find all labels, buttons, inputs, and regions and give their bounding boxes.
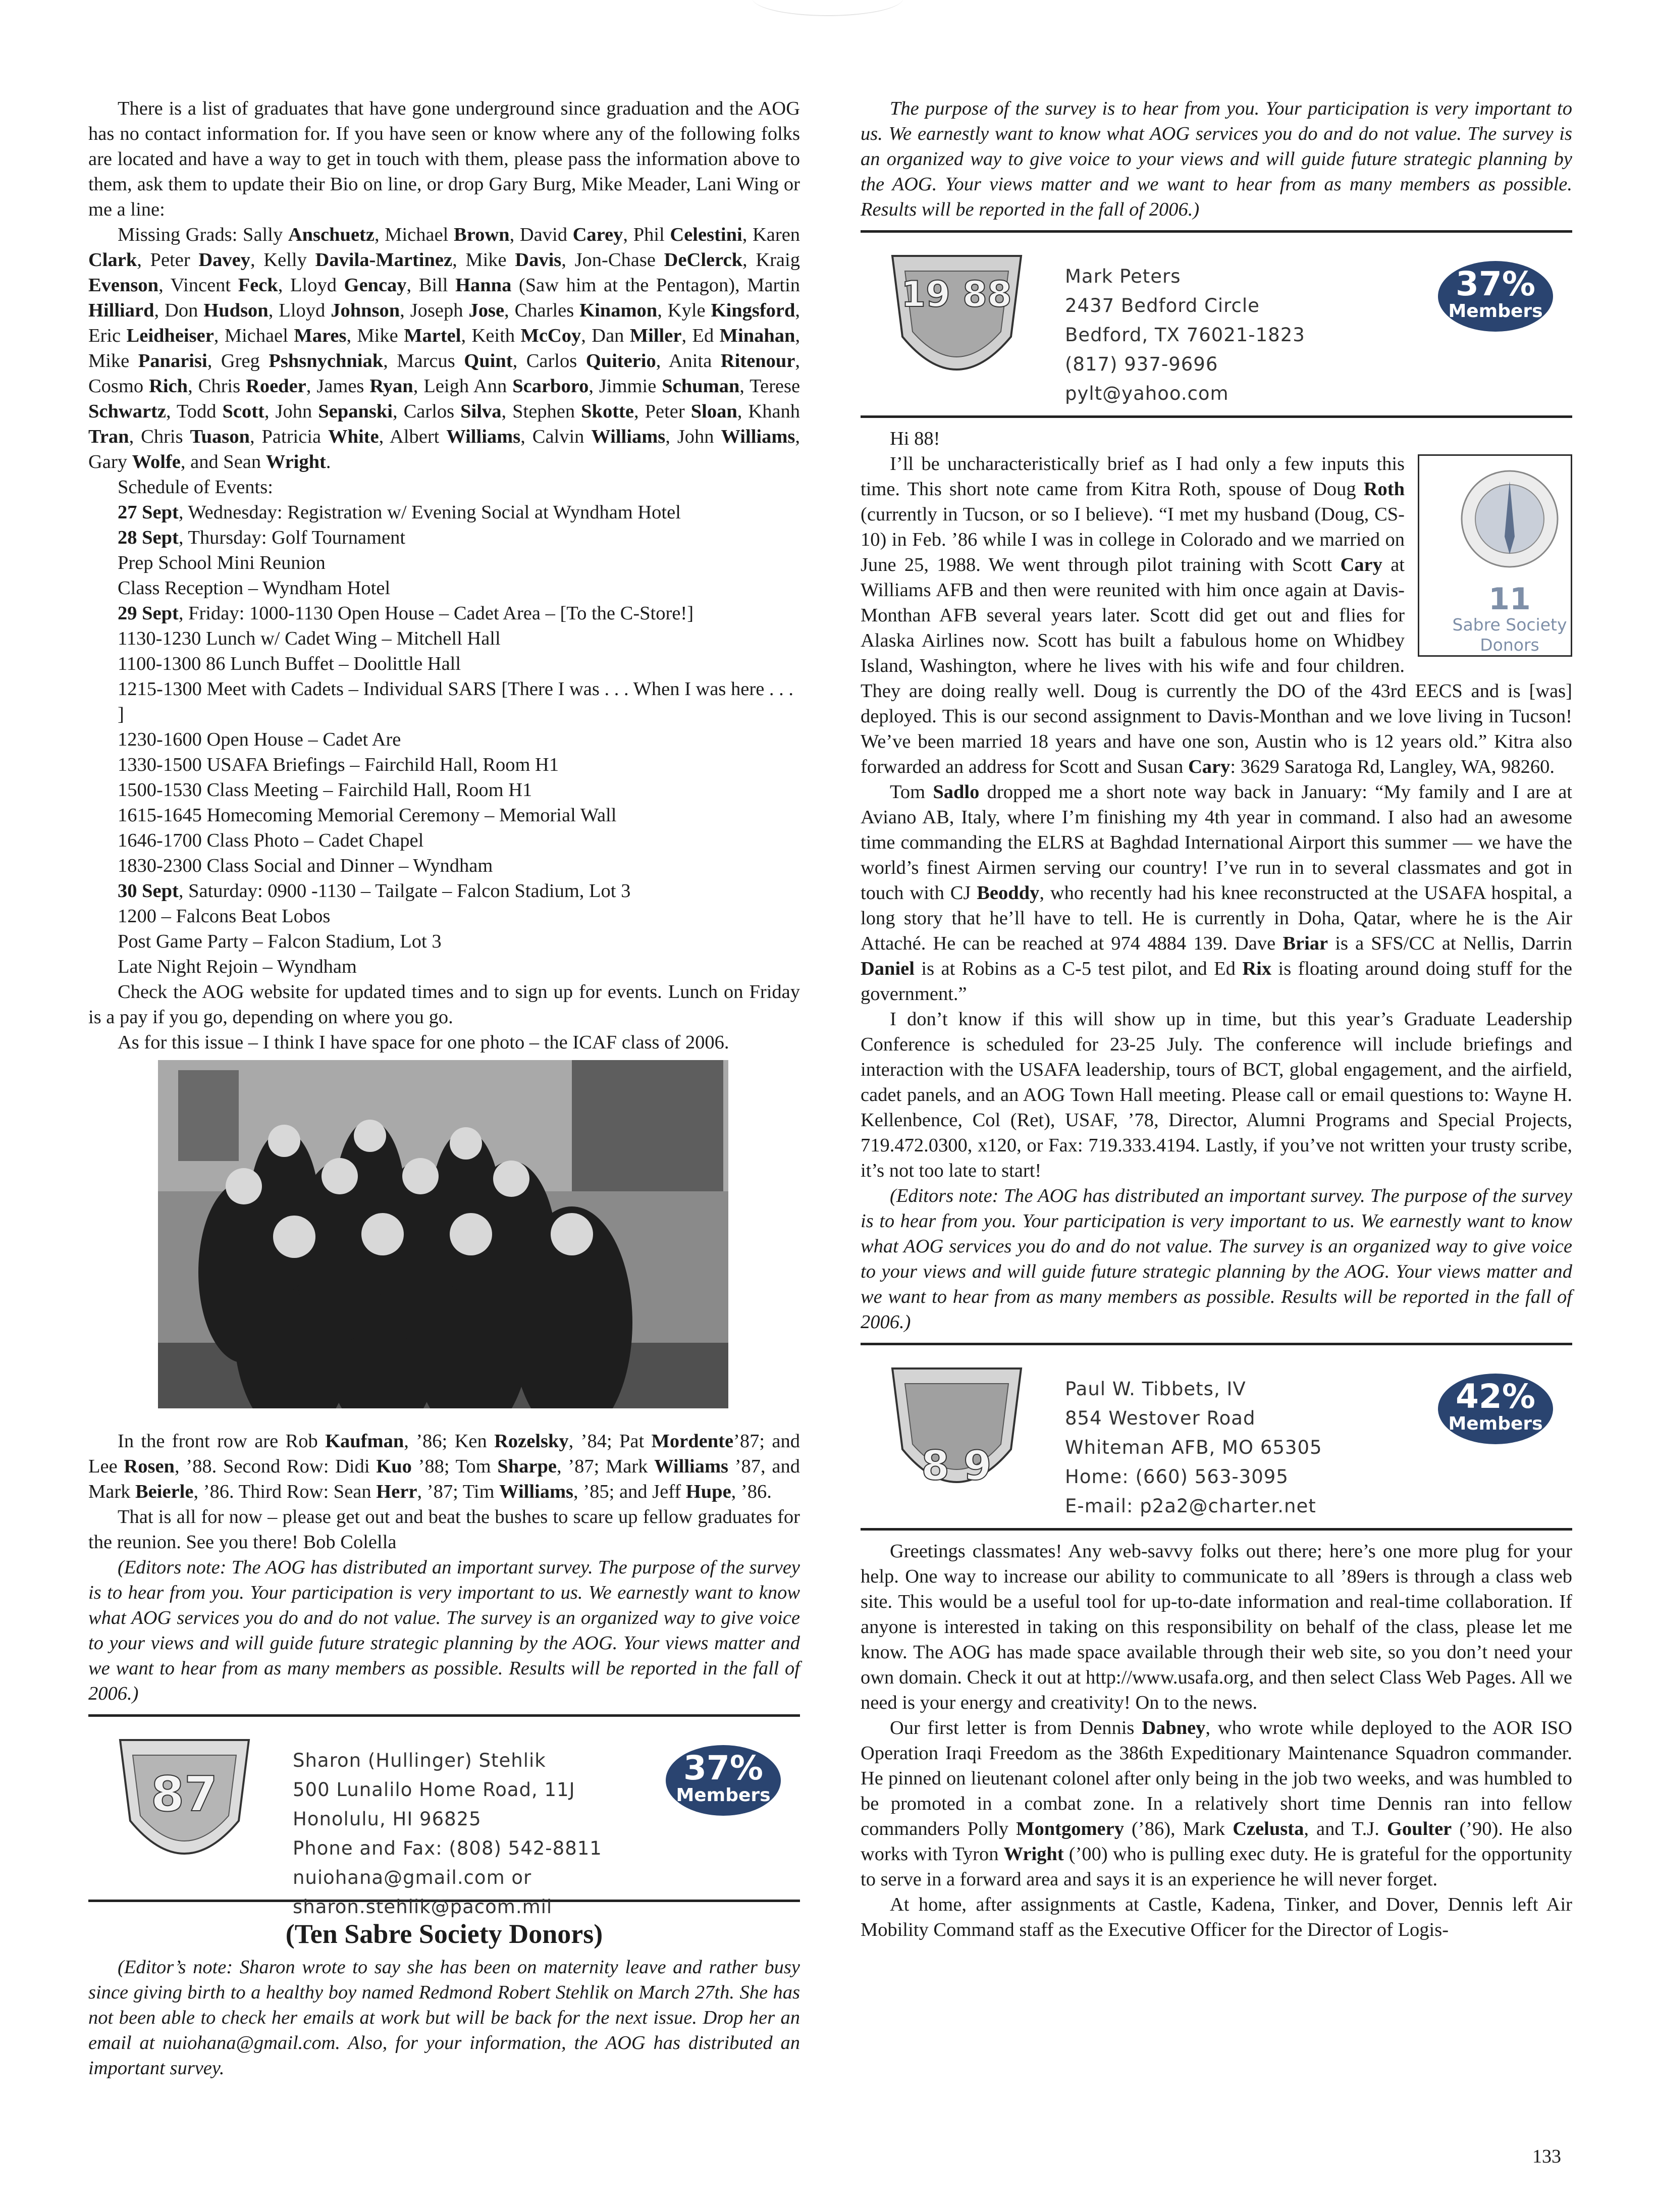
missing-grad-name: Stephen Skotte	[512, 401, 634, 422]
address-line-2: Honolulu, HI 96825	[293, 1808, 482, 1830]
email-1[interactable]: nuiohana@gmail.com or	[293, 1867, 532, 1888]
svg-text:8 9: 8 9	[921, 1442, 992, 1489]
missing-grad-name: Kraig Evenson	[88, 249, 800, 296]
missing-grad-name: Carlos Silva	[403, 401, 502, 422]
missing-grad-name: Jimmie Schuman	[599, 376, 740, 397]
class-1988-header	[861, 241, 1572, 407]
closing-paragraph: That is all for now – please get out and beat the bushes to scare up fellow graduates for the reunion. See you there! Bob Colella	[88, 1506, 800, 1553]
missing-grad-name: Mike Martel	[357, 325, 461, 346]
top-edge-decoration	[752, 0, 903, 16]
class-87-contact	[293, 1746, 602, 1922]
ten-sabre-heading: (Ten Sabre Society Donors)	[285, 1919, 603, 1949]
schedule-item: Late Night Rejoin – Wyndham	[118, 956, 357, 977]
missing-grad-name: Anita Ritenour	[668, 350, 795, 372]
schedule-item: 1500-1530 Class Meeting – Fairchild Hall, Room H1	[118, 779, 532, 801]
schedule-list	[88, 500, 800, 979]
scribe-name: Sharon (Hullinger) Stehlik	[293, 1750, 546, 1771]
photo-intro: As for this issue – I think I have space for one photo – the ICAF class of 2006.	[118, 1032, 729, 1053]
missing-grad-name: Lloyd Gencay	[290, 275, 407, 296]
missing-grad-name: Gary Wolfe	[88, 451, 181, 472]
class-88-paragraph-1: 11 Sabre Society Donors I’ll be uncharacteristically brief as I had only a few inputs this time. This short note came from Kitra Roth, spouse of Doug Roth (currently in Tucson, or so I believe). “I met my husband (Doug, CS-10) in Feb. ’86 while I was in college in Colorado and we married on June 25, 1988. We went through pilot training with Scott Cary at Williams AFB and then were reunited with him once again at Davis-Monthan AFB several years later. Scott did get out and flies for Alaska Airlines now. Scott has built a fabulous home on Whidbey Island, Washington, where he lives with his wife and four children. They are doing really well. Doug is currently the DO of the 43rd EECS and is [was] deployed. This is our second assignment to Davis-Monthan and we love living in Tucson! We’ve been married 18 years and have one son, Austin who is 12 years old.” Kitra also forwarded an address for Scott and Susan Cary: 3629 Saratoga Rd, Langley, WA, 98260.	[861, 453, 1572, 777]
address-line-1: 854 Westover Road	[1065, 1407, 1256, 1429]
address-line-1: 2437 Bedford Circle	[1065, 295, 1260, 317]
schedule-item: 1200 – Falcons Beat Lobos	[118, 906, 331, 927]
class-88-paragraph-3: I don’t know if this will show up in time, but this year’s Graduate Leadership Conference is scheduled for 23-25 July. The conference will include briefings and interaction with the USAFA leadership, tours of BCT, global engagement, and the airfield, cadet panels, and an AOG Town Hall meeting. Please call or email questions to: Wayne H. Kellenbence, Col (Ret), USAF, ’78, Director, Alumni Programs and Special Projects, 719.472.0300, x120, or Fax: 719.333.4194. Lastly, if you’ve not written your trusty scribe, it’s not too late to start!	[861, 1009, 1572, 1181]
missing-grad-name: Vincent Feck	[170, 275, 278, 296]
email[interactable]: E-mail: p2a2@charter.net	[1065, 1495, 1316, 1517]
class-88-contact	[1065, 262, 1305, 408]
class-88-editors-note: (Editors note: The AOG has distributed an important survey. The purpose of the survey is to hear from you. Your participation is very important to us. We earnestly want to know what AOG services you do and do not value. The survey is an organized way to give voice to your views and will guide future strategic planning by the AOG. Your views matter and we want to hear from as many members as possible. Results will be reported in the fall of 2006.)	[861, 1185, 1572, 1333]
schedule-item: 1215-1300 Meet with Cadets – Individual SARS [There I was . . . When I was here . . . ]	[118, 678, 794, 725]
class-89-contact	[1065, 1375, 1322, 1521]
intro-paragraph: There is a list of graduates that have gone underground since graduation and the AOG has no contact information for. If you have seen or know where any of the following folks are located and have a way to get in touch with them, please pass the information above to them, ask them to update their Bio on line, or drop Gary Burg, Mike Meader, Lani Wing or me a line:	[88, 98, 800, 220]
missing-grad-name: Lloyd Johnson	[279, 300, 400, 321]
missing-grad-name: Jon-Chase DeClerck	[574, 249, 743, 271]
right-column	[861, 96, 1572, 1942]
missing-grad-name: David Carey	[519, 224, 623, 245]
schedule-item: 1230-1600 Open House – Cadet Are	[118, 729, 401, 750]
missing-grad-name: Karen Clark	[88, 224, 800, 271]
missing-grad-name: Joseph Jose	[410, 300, 505, 321]
members-badge-89: 42% Members	[1438, 1374, 1553, 1444]
email-2[interactable]: sharon.stehlik@pacom.mil	[293, 1896, 553, 1918]
address-line-1: 500 Lunalilo Home Road, 11J	[293, 1779, 575, 1801]
missing-grad-name: Sean Wright	[223, 451, 326, 472]
schedule-item: 1100-1300 86 Lunch Buffet – Doolittle Hall	[118, 653, 461, 674]
check-aog-paragraph: Check the AOG website for updated times and to sign up for events. Lunch on Friday is a pay if you go, depending on where you go.	[88, 981, 800, 1028]
missing-grad-name: Peter Davey	[150, 249, 250, 271]
group-photo-image	[158, 1060, 728, 1408]
missing-grad-name: Dan Miller	[592, 325, 682, 346]
missing-grad-name: Michael Brown	[385, 224, 510, 245]
missing-grad-name: Chris Tuason	[141, 426, 250, 447]
missing-grad-name: Kyle Kingsford	[667, 300, 795, 321]
svg-text:19 88: 19 88	[901, 274, 1012, 315]
class-89-crest-icon	[890, 1363, 1024, 1512]
page-number: 133	[1532, 2146, 1561, 2167]
class-1989-header	[861, 1353, 1572, 1520]
scribe-name: Paul W. Tibbets, IV	[1065, 1378, 1246, 1400]
left-column	[88, 96, 800, 2081]
address-line-2: Bedford, TX 76021-1823	[1065, 324, 1305, 346]
phone: Home: (660) 563-3095	[1065, 1466, 1289, 1488]
class-photo	[158, 1060, 728, 1408]
missing-grad-name: Patricia White	[261, 426, 379, 447]
class-89-paragraph-1: Greetings classmates! Any web-savvy folks out there; here’s one more plug for your help. One way to increase our ability to communicate to all ’89ers is through a class web site. This would be a useful tool for up-to-date information and real-time collaboration. If anyone is interested in taking on this responsibility on behalf of the class, please let me know. The AOG has made space available through their web site, so you don’t need your own domain. Check it out at http://www.usafa.org, and then select Class Web Pages. All we need is your energy and creativity! On to the news.	[861, 1541, 1572, 1713]
divider	[861, 415, 1572, 418]
missing-grad-name: Michael Mares	[224, 325, 347, 346]
scribe-name: Mark Peters	[1065, 266, 1181, 287]
missing-grads-list: Missing Grads: Sally Anschuetz, Michael Brown, David Carey, Phil Celestini, Karen Clark, Peter Davey, Kelly Davila-Martinez, Mike Davis, Jon-Chase DeClerck, Kraig Evenson, Vincent Feck, Lloyd Gencay, Bill Hanna (Saw him at the Pentagon), Martin Hilliard, Don Hudson, Lloyd Johnson, Joseph Jose, Charles Kinamon, Kyle Kingsford, Eric Leidheiser, Michael Mares, Mike Martel, Keith McCoy, Dan Miller, Ed Minahan, Mike Panarisi, Greg Pshsnychniak, Marcus Quint, Carlos Quiterio, Anita Ritenour, Cosmo Rich, Chris Roeder, James Ryan, Leigh Ann Scarboro, Jimmie Schuman, Terese Schwartz, Todd Scott, John Sepanski, Carlos Silva, Stephen Skotte, Peter Sloan, Khanh Tran, Chris Tuason, Patricia White, Albert Williams, Calvin Williams, John Williams, Gary Wolfe, and Sean Wright.	[88, 224, 800, 472]
missing-grad-name: Sally Anschuetz	[243, 224, 375, 245]
divider	[861, 1528, 1572, 1531]
class-1987-header	[88, 1725, 800, 1918]
missing-grad-name: Terese Schwartz	[88, 376, 800, 422]
schedule-item: 28 Sept, Thursday: Golf Tournament	[118, 527, 406, 548]
missing-grad-name: Greg Pshsnychniak	[221, 350, 384, 372]
schedule-label: Schedule of Events:	[118, 477, 273, 498]
schedule-item: Post Game Party – Falcon Stadium, Lot 3	[118, 931, 442, 952]
divider	[861, 230, 1572, 233]
members-badge-87: 37% Members	[666, 1745, 781, 1816]
survey-note-continued: The purpose of the survey is to hear from you. Your participation is very important to us. We earnestly want to know what AOG services you do and do not value. The survey is an organized way to give voice to your views and will guide future strategic planning by the AOG. Your views matter and we want to hear from as many members as possible. Results will be reported in the fall of 2006.)	[861, 98, 1572, 220]
schedule-item: 1646-1700 Class Photo – Cadet Chapel	[118, 830, 424, 851]
sabre-society-donors-box: 11 Sabre Society Donors	[1418, 454, 1572, 657]
class-88-crest-icon	[890, 251, 1024, 400]
svg-text:87: 87	[150, 1767, 218, 1822]
missing-grad-name: Peter Sloan	[645, 401, 737, 422]
missing-grad-name: Martin Hilliard	[88, 275, 800, 321]
class-89-paragraph-2: Our first letter is from Dennis Dabney, who wrote while deployed to the AOR ISO Operation Iraqi Freedom as the 386th Expeditionary Maintenance Squadron commander. He pinned on lieutenant colonel after only being in the job two weeks, and was humbled to be promoted in a combat zone. In a relatively short time Dennis ran into fellow commanders Polly Montgomery (’86), Mark Czelusta, and T.J. Goulter (’90). He also works with Tyron Wright (’00) who is pulling exec duty. He is grateful for the opportunity to serve in a forward area and says it is an experience he will never forget.	[861, 1717, 1572, 1890]
missing-grad-name: Don Hudson	[165, 300, 269, 321]
schedule-item: 1330-1500 USAFA Briefings – Fairchild Hall, Room H1	[118, 754, 559, 775]
missing-grad-name: John Sepanski	[275, 401, 393, 422]
schedule-item: Class Reception – Wyndham Hotel	[118, 577, 391, 599]
schedule-item: 30 Sept, Saturday: 0900 -1130 – Tailgate – Falcon Stadium, Lot 3	[118, 880, 631, 902]
missing-grad-name: Khanh Tran	[88, 401, 800, 447]
editors-note: (Editors note: The AOG has distributed an important survey. The purpose of the survey is to hear from you. Your participation is very important to us. We earnestly want to know what AOG services you do and do not value. The survey is an organized way to give voice to your views and will guide future strategic planning by the AOG. Your views matter and we want to hear from as many members as possible. Results will be reported in the fall of 2006.)	[88, 1557, 800, 1704]
divider	[861, 1343, 1572, 1345]
missing-grad-name: Cosmo Rich	[88, 376, 188, 397]
missing-grad-name: Ed Minahan	[692, 325, 795, 346]
divider	[88, 1714, 800, 1717]
missing-grad-name: Charles Kinamon	[514, 300, 658, 321]
phone: (817) 937-9696	[1065, 353, 1218, 375]
missing-grad-name: Marcus Quint	[397, 350, 513, 372]
missing-grad-name: Todd Scott	[176, 401, 264, 422]
schedule-item: Prep School Mini Reunion	[118, 552, 326, 573]
missing-grad-name: Chris Roeder	[198, 376, 306, 397]
schedule-item: 29 Sept, Friday: 1000-1130 Open House – Cadet Area – [To the C-Store!]	[118, 603, 694, 624]
greeting: Hi 88!	[890, 428, 940, 449]
missing-grad-name: Kelly Davila-Martinez	[263, 249, 453, 271]
missing-grad-name: Leigh Ann Scarboro	[423, 376, 589, 397]
missing-grad-name: John Williams	[677, 426, 795, 447]
members-badge-88: 37% Members	[1438, 261, 1553, 332]
missing-grad-name: James Ryan	[316, 376, 413, 397]
schedule-item: 1615-1645 Homecoming Memorial Ceremony – Memorial Wall	[118, 805, 617, 826]
missing-grad-name: Bill Hanna	[418, 275, 512, 296]
missing-grad-name: Calvin Williams	[532, 426, 666, 447]
photo-caption: In the front row are Rob Kaufman, ’86; Ken Rozelsky, ’84; Pat Mordente’87; and Lee Rosen, ’88. Second Row: Didi Kuo ’88; Tom Sharpe, ’87; Mark Williams ’87, and Mark Beierle, ’86. Third Row: Sean Herr, ’87; Tim Williams, ’85; and Jeff Hupe, ’86.	[88, 1431, 800, 1502]
schedule-item: 1130-1230 Lunch w/ Cadet Wing – Mitchell Hall	[118, 628, 501, 649]
missing-grad-name: Albert Williams	[390, 426, 521, 447]
missing-grad-name: Eric Leidheiser	[88, 325, 214, 346]
missing-grad-name: Mike Panarisi	[88, 350, 207, 372]
address-line-2: Whiteman AFB, MO 65305	[1065, 1437, 1322, 1458]
class-89-paragraph-3: At home, after assignments at Castle, Kadena, Tinker, and Dover, Dennis left Air Mobility Command staff as the Executive Officer for the Director of Logis-	[861, 1894, 1572, 1940]
class-87-editors-note: (Editor’s note: Sharon wrote to say she has been on maternity leave and rather busy since giving birth to a healthy boy named Redmond Robert Stehlik on March 27th. She has not been able to check her emails at work but will be back for the next issue. Drop her an email at nuiohana@gmail.com. Also, for your information, the AOG has distributed an important survey.	[88, 1957, 800, 2079]
missing-grad-name: Mike Davis	[465, 249, 562, 271]
missing-grad-name: Keith McCoy	[471, 325, 581, 346]
class-87-crest-icon	[118, 1735, 251, 1884]
missing-grad-name: Phil Celestini	[633, 224, 742, 245]
class-88-paragraph-2: Tom Sadlo dropped me a short note way back in January: “My family and I are at Aviano AB, Italy, where I’m finishing my 4th year in command. I also had an awesome time commanding the ELRS at Baghdad International Airport this summer — we have the world’s finest Airmen serving our country! I’ve run in to several classmates and got in touch with CJ Beoddy, who recently had his knee reconstructed at the USAFA hospital, a long story that he’ll have to tell. He is currently in Doha, Qatar, where he is the Air Attaché. He can be reached at 974 4884 139. Dave Briar is a SFS/CC at Nellis, Darrin Daniel is at Robins as a C-5 test pilot, and Ed Rix is floating around doing stuff for the government.”	[861, 781, 1572, 1005]
email[interactable]: pylt@yahoo.com	[1065, 383, 1229, 404]
phone: Phone and Fax: (808) 542-8811	[293, 1837, 602, 1859]
schedule-item: 27 Sept, Wednesday: Registration w/ Evening Social at Wyndham Hotel	[118, 502, 681, 523]
sabre-society-seal-icon	[1459, 461, 1560, 577]
schedule-item: 1830-2300 Class Social and Dinner – Wyndham	[118, 855, 493, 876]
missing-grad-name: Carlos Quiterio	[526, 350, 656, 372]
